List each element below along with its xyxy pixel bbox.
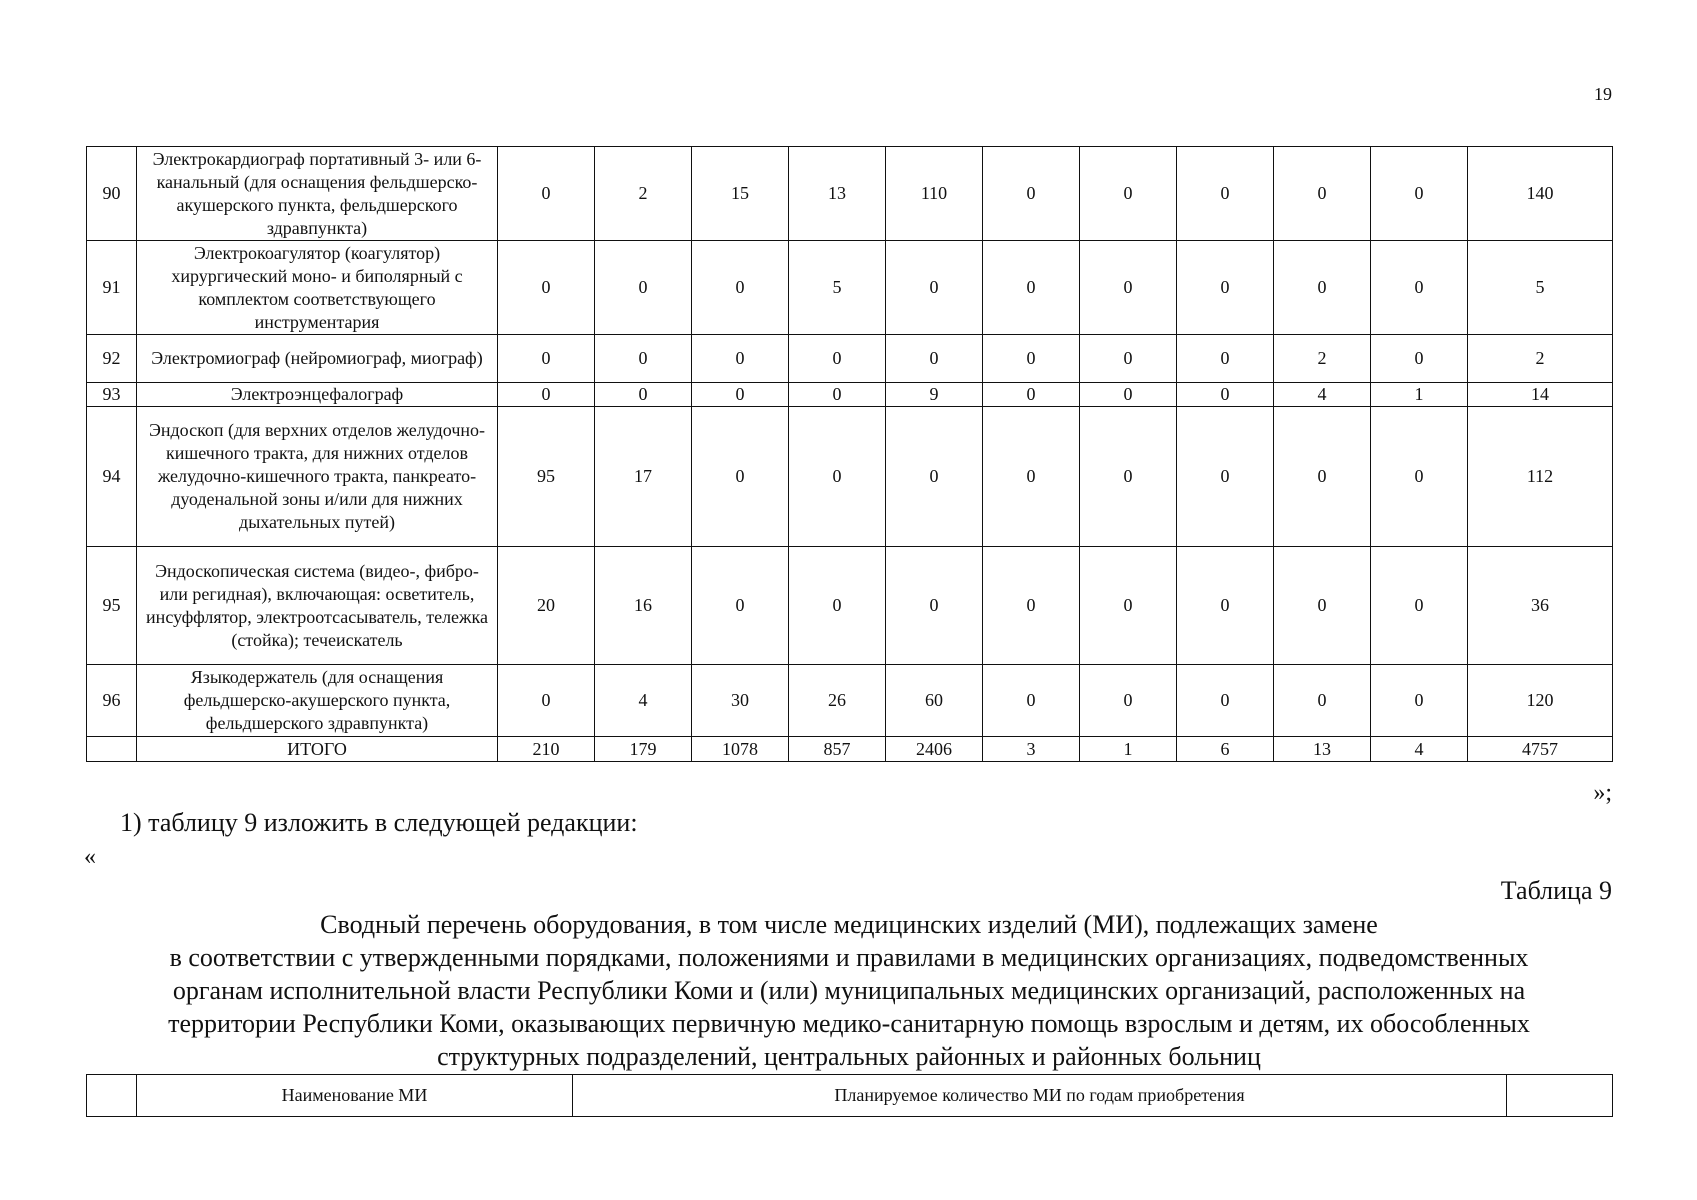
value-cell: 4 <box>1274 383 1371 407</box>
value-cell: 0 <box>1274 547 1371 665</box>
value-cell: 0 <box>1371 547 1468 665</box>
value-cell: 60 <box>886 665 983 737</box>
row-number-cell <box>87 737 137 762</box>
value-cell: 36 <box>1468 547 1613 665</box>
value-cell: 0 <box>498 241 595 335</box>
header-last-cell <box>1507 1075 1613 1117</box>
table9-header <box>86 1074 1613 1117</box>
table-row <box>87 665 1613 737</box>
value-cell: 0 <box>886 335 983 383</box>
value-cell: 4 <box>1371 737 1468 762</box>
value-cell: 2 <box>1468 335 1613 383</box>
value-cell: 0 <box>789 383 886 407</box>
item-name-cell: Электромиограф (нейромиограф, миограф) <box>137 335 498 383</box>
value-cell: 0 <box>789 335 886 383</box>
value-cell: 4 <box>595 665 692 737</box>
value-cell: 0 <box>1080 335 1177 383</box>
value-cell: 0 <box>789 547 886 665</box>
value-cell: 0 <box>1371 241 1468 335</box>
equipment-table <box>86 146 1613 762</box>
value-cell: 120 <box>1468 665 1613 737</box>
row-number-cell: 94 <box>87 407 137 547</box>
value-cell: 30 <box>692 665 789 737</box>
value-cell: 95 <box>498 407 595 547</box>
item-name-cell: ИТОГО <box>137 737 498 762</box>
value-cell: 20 <box>498 547 595 665</box>
value-cell: 0 <box>1080 547 1177 665</box>
item-name-cell: Эндоскопическая система (видео-, фибро- или регидная), включающая: осветитель, инсуффлятор, электроотсасыватель, тележка (стойка); течеискатель <box>137 547 498 665</box>
value-cell: 0 <box>692 383 789 407</box>
item-name-cell: Эндоскоп (для верхних отделов желудочно-кишечного тракта, для нижних отделов желудочно-кишечного тракта, панкреато-дуоденальной зоны и/или для нижних дыхательных путей) <box>137 407 498 547</box>
value-cell: 857 <box>789 737 886 762</box>
table-row <box>87 241 1613 335</box>
title-line: органам исполнительной власти Республики Коми и (или) муниципальных медицинских организаций, расположенных на <box>172 976 1526 1005</box>
table-row <box>87 335 1613 383</box>
value-cell: 6 <box>1177 737 1274 762</box>
value-cell: 0 <box>1080 407 1177 547</box>
title-line: в соответствии с утвержденными порядками, положениями и правилами в медицинских организациях, подведомственных <box>169 943 1529 972</box>
value-cell: 1 <box>1080 737 1177 762</box>
table-title <box>86 908 1612 1073</box>
value-cell: 0 <box>692 241 789 335</box>
value-cell: 0 <box>1177 383 1274 407</box>
value-cell: 0 <box>1274 407 1371 547</box>
value-cell: 0 <box>1274 147 1371 241</box>
value-cell: 0 <box>983 383 1080 407</box>
value-cell: 0 <box>1177 147 1274 241</box>
value-cell: 16 <box>595 547 692 665</box>
item-name-cell: Языкодержатель (для оснащения фельдшерско-акушерского пункта, фельдшерского здравпункта) <box>137 665 498 737</box>
value-cell: 140 <box>1468 147 1613 241</box>
value-cell: 0 <box>886 547 983 665</box>
value-cell: 0 <box>1177 547 1274 665</box>
value-cell: 0 <box>1177 407 1274 547</box>
value-cell: 110 <box>886 147 983 241</box>
table-row <box>87 147 1613 241</box>
value-cell: 0 <box>983 335 1080 383</box>
value-cell: 0 <box>1371 407 1468 547</box>
value-cell: 4757 <box>1468 737 1613 762</box>
value-cell: 0 <box>498 147 595 241</box>
value-cell: 0 <box>595 383 692 407</box>
value-cell: 0 <box>983 147 1080 241</box>
value-cell: 0 <box>498 383 595 407</box>
value-cell: 13 <box>789 147 886 241</box>
value-cell: 0 <box>983 547 1080 665</box>
value-cell: 0 <box>1371 665 1468 737</box>
value-cell: 210 <box>498 737 595 762</box>
page-number: 19 <box>1594 84 1612 104</box>
value-cell: 0 <box>595 335 692 383</box>
value-cell: 0 <box>983 665 1080 737</box>
row-number-cell: 96 <box>87 665 137 737</box>
value-cell: 0 <box>983 407 1080 547</box>
item-name-cell: Электроэнцефалограф <box>137 383 498 407</box>
header-num-cell <box>87 1075 137 1117</box>
value-cell: 0 <box>498 335 595 383</box>
value-cell: 2 <box>1274 335 1371 383</box>
value-cell: 0 <box>1080 241 1177 335</box>
row-number-cell: 93 <box>87 383 137 407</box>
value-cell: 0 <box>1371 147 1468 241</box>
value-cell: 1078 <box>692 737 789 762</box>
value-cell: 17 <box>595 407 692 547</box>
value-cell: 0 <box>886 407 983 547</box>
value-cell: 0 <box>692 407 789 547</box>
opening-quote: « <box>84 844 96 870</box>
row-number-cell: 90 <box>87 147 137 241</box>
value-cell: 0 <box>789 407 886 547</box>
amendment-instruction: 1) таблицу 9 изложить в следующей редакции: <box>120 808 638 837</box>
value-cell: 0 <box>498 665 595 737</box>
value-cell: 0 <box>1177 241 1274 335</box>
header-name-cell: Наименование МИ <box>137 1075 573 1117</box>
row-number-cell: 92 <box>87 335 137 383</box>
value-cell: 14 <box>1468 383 1613 407</box>
row-number-cell: 95 <box>87 547 137 665</box>
table9-header-row <box>87 1075 1613 1117</box>
value-cell: 179 <box>595 737 692 762</box>
item-name-cell: Электрокоагулятор (коагулятор) хирургический моно- и биполярный с комплектом соответствующего инструментария <box>137 241 498 335</box>
value-cell: 0 <box>595 241 692 335</box>
value-cell: 0 <box>1080 665 1177 737</box>
value-cell: 26 <box>789 665 886 737</box>
value-cell: 2 <box>595 147 692 241</box>
table-label: Таблица 9 <box>1500 876 1612 905</box>
title-line: Сводный перечень оборудования, в том числе медицинских изделий (МИ), подлежащих замене <box>320 910 1378 939</box>
value-cell: 13 <box>1274 737 1371 762</box>
value-cell: 0 <box>1080 383 1177 407</box>
title-line: территории Республики Коми, оказывающих первичную медико-санитарную помощь взрослым и детям, их обособленных <box>168 1009 1530 1038</box>
value-cell: 0 <box>886 241 983 335</box>
closing-quote: »; <box>1593 780 1612 806</box>
value-cell: 15 <box>692 147 789 241</box>
value-cell: 0 <box>1177 335 1274 383</box>
value-cell: 0 <box>692 547 789 665</box>
table-row <box>87 407 1613 547</box>
value-cell: 0 <box>1371 335 1468 383</box>
header-planned-cell: Планируемое количество МИ по годам приобретения <box>573 1075 1507 1117</box>
value-cell: 2406 <box>886 737 983 762</box>
value-cell: 9 <box>886 383 983 407</box>
table-row <box>87 547 1613 665</box>
value-cell: 0 <box>1080 147 1177 241</box>
value-cell: 5 <box>1468 241 1613 335</box>
table-row <box>87 383 1613 407</box>
value-cell: 0 <box>1177 665 1274 737</box>
item-name-cell: Электрокардиограф портативный 3- или 6- канальный (для оснащения фельдшерско-акушерского пункта, фельдшерского здравпункта) <box>137 147 498 241</box>
value-cell: 0 <box>983 241 1080 335</box>
value-cell: 0 <box>692 335 789 383</box>
value-cell: 0 <box>1274 241 1371 335</box>
value-cell: 112 <box>1468 407 1613 547</box>
value-cell: 5 <box>789 241 886 335</box>
total-row <box>87 737 1613 762</box>
row-number-cell: 91 <box>87 241 137 335</box>
value-cell: 1 <box>1371 383 1468 407</box>
value-cell: 3 <box>983 737 1080 762</box>
title-line: структурных подразделений, центральных районных и районных больниц <box>437 1042 1261 1071</box>
value-cell: 0 <box>1274 665 1371 737</box>
